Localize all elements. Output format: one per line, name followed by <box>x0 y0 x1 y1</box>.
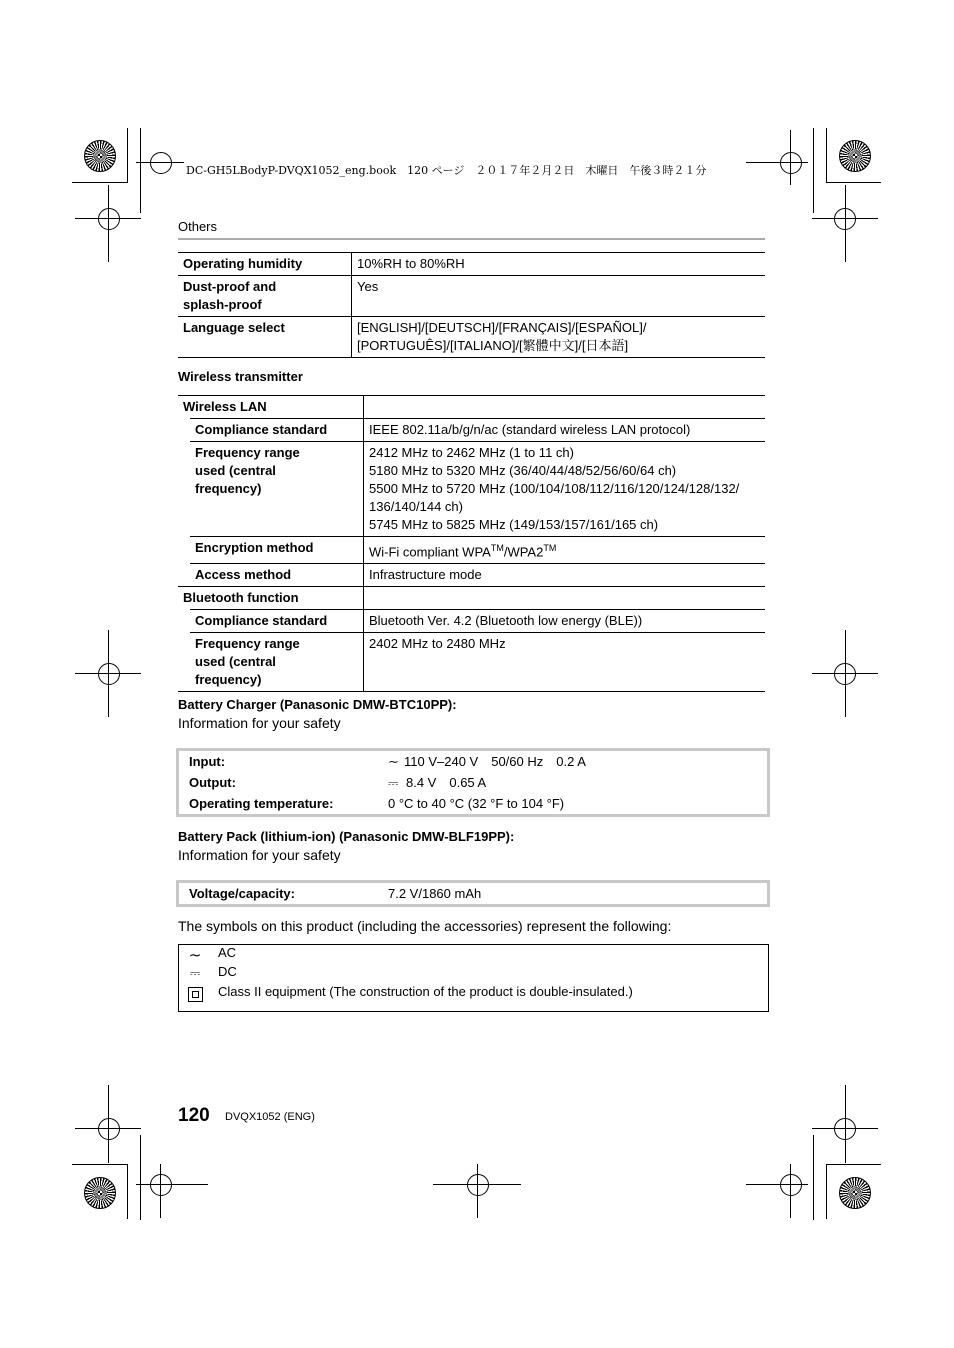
crosshair-mark-icon <box>150 152 172 174</box>
wireless-heading: Wireless transmitter <box>178 369 303 384</box>
table-row <box>178 610 765 633</box>
dc-symbol-icon: ⎓ <box>189 965 201 980</box>
spec-value: 2412 MHz to 2462 MHz (1 to 11 ch) 5180 MHz to 5320 MHz (36/40/44/48/52/56/60/64 ch) 5500 MHz to 5720 MHz (100/104/108/112/116/120/124/128/132/ 136/140/144 ch) 5745 MHz to 5825 MHz (149/153/157/161/165 ch) <box>364 442 766 537</box>
wireless-spec-table <box>178 395 765 692</box>
class-ii-symbol-icon <box>186 985 204 1003</box>
spec-value: IEEE 802.11a/b/g/n/ac (standard wireless LAN protocol) <box>364 419 766 442</box>
page-number: 120 <box>178 1105 210 1126</box>
crosshair-mark-icon <box>98 208 120 230</box>
crosshair-mark-icon <box>780 1174 802 1196</box>
spec-row <box>179 751 767 772</box>
symbols-intro: The symbols on this product (including the accessories) represent the following: <box>178 918 672 934</box>
spec-value: ⎓ 8.4 V 0.65 A <box>388 772 486 793</box>
symbols-box <box>178 944 769 1012</box>
table-row <box>178 396 765 419</box>
spec-label: Output: <box>189 775 236 790</box>
registration-wheel-icon <box>84 140 116 172</box>
spec-label: Frequency range used (central frequency) <box>190 442 364 537</box>
spec-value: ∼ 110 V–240 V 50/60 Hz 0.2 A <box>388 751 586 772</box>
table-row <box>178 537 765 564</box>
spec-value: 10%RH to 80%RH <box>352 253 766 276</box>
table-row <box>178 564 765 587</box>
ac-symbol-icon: ∼ <box>388 754 399 769</box>
spec-value: 2402 MHz to 2480 MHz <box>364 633 766 692</box>
crosshair-mark-icon <box>467 1174 489 1196</box>
crosshair-mark-icon <box>98 663 120 685</box>
spec-row <box>179 793 767 814</box>
table-row <box>178 253 765 276</box>
crosshair-mark-icon <box>780 152 802 174</box>
registration-wheel-icon <box>839 140 871 172</box>
crosshair-mark-icon <box>98 1118 120 1140</box>
spec-label: Operating temperature: <box>189 796 334 811</box>
group-title: Wireless LAN <box>178 396 364 419</box>
symbol-text: AC <box>218 945 237 960</box>
battery-spec-box <box>176 880 770 907</box>
spec-value: Bluetooth Ver. 4.2 (Bluetooth low energy (BLE)) <box>364 610 766 633</box>
general-spec-table <box>178 252 765 358</box>
spec-value: Yes <box>352 276 766 317</box>
registration-wheel-icon <box>84 1177 116 1209</box>
table-row <box>178 587 765 610</box>
crosshair-mark-icon <box>150 1174 172 1196</box>
spec-value: 7.2 V/1860 mAh <box>388 886 482 901</box>
spec-label: Access method <box>190 564 364 587</box>
spec-row <box>179 883 767 904</box>
symbol-text: DC <box>218 964 237 979</box>
battery-heading: Battery Pack (lithium-ion) (Panasonic DMW-BLF19PP): <box>178 829 515 844</box>
spec-value: Infrastructure mode <box>364 564 766 587</box>
charger-spec-box <box>176 748 770 817</box>
group-title: Bluetooth function <box>178 587 364 610</box>
spec-label: Compliance standard <box>190 419 364 442</box>
registration-wheel-icon <box>839 1177 871 1209</box>
table-row <box>178 419 765 442</box>
table-row <box>178 276 765 317</box>
symbol-text: Class II equipment (The construction of the product is double-insulated.) <box>218 984 633 999</box>
spec-label: Encryption method <box>190 537 364 564</box>
spec-label: Compliance standard <box>190 610 364 633</box>
table-row <box>178 317 765 358</box>
spec-value <box>364 587 766 610</box>
spec-value <box>364 396 766 419</box>
dc-symbol-icon: ⎓ <box>388 775 399 790</box>
battery-subheading: Information for your safety <box>178 847 341 863</box>
section-divider <box>178 238 765 240</box>
spec-value: [ENGLISH]/[DEUTSCH]/[FRANÇAIS]/[ESPAÑOL]/ [PORTUGUÊS]/[ITALIANO]/[繁體中文]/[日本語] <box>352 317 766 358</box>
spec-value: 0 °C to 40 °C (32 °F to 104 °F) <box>388 796 565 811</box>
spec-label: Frequency range used (central frequency) <box>190 633 364 692</box>
book-header-line: DC-GH5LBodyP-DVQX1052_eng.book 120 ページ ２０１７年２月２日 木曜日 午後３時２１分 <box>186 164 707 177</box>
spec-label: Voltage/capacity: <box>189 886 295 901</box>
table-row <box>178 633 765 692</box>
spec-label: Operating humidity <box>178 253 352 276</box>
spec-value: Wi-Fi compliant WPA™/WPA2™ <box>364 537 766 564</box>
spec-label: Language select <box>178 317 352 358</box>
section-title: Others <box>178 219 218 234</box>
charger-heading: Battery Charger (Panasonic DMW-BTC10PP): <box>178 697 457 712</box>
doc-code: DVQX1052 (ENG) <box>225 1111 315 1123</box>
charger-subheading: Information for your safety <box>178 715 341 731</box>
spec-label: Dust-proof and splash-proof <box>178 276 352 317</box>
spec-label: Input: <box>189 754 226 769</box>
table-row <box>178 442 765 537</box>
spec-row <box>179 772 767 793</box>
ac-symbol-icon: ∼ <box>188 947 202 964</box>
